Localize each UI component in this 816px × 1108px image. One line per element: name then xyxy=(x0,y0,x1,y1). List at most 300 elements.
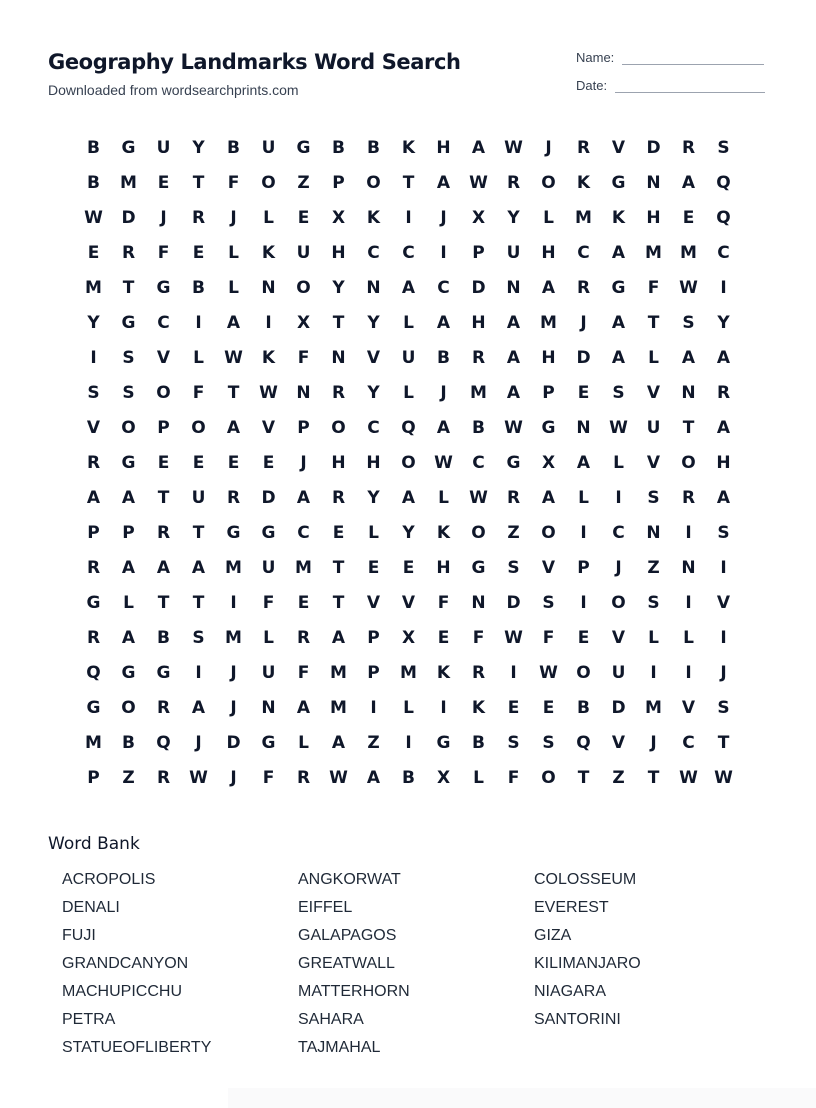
grid-cell: J xyxy=(580,312,587,333)
grid-cell: L xyxy=(228,277,239,298)
grid-cell: G xyxy=(296,137,311,158)
grid-cell: O xyxy=(156,382,171,403)
grid-cell: D xyxy=(471,277,486,298)
grid-cell: R xyxy=(471,347,486,368)
grid-cell: W xyxy=(504,417,523,438)
grid-cell: H xyxy=(436,557,451,578)
grid-cell: H xyxy=(366,452,381,473)
grid-cell: A xyxy=(611,312,626,333)
grid-cell: Y xyxy=(367,382,380,403)
grid-cell: K xyxy=(401,137,416,158)
grid-cell: I xyxy=(405,732,412,753)
grid-cell: H xyxy=(331,452,346,473)
grid-cell: G xyxy=(436,732,451,753)
grid-cell: G xyxy=(121,662,136,683)
grid-cell: I xyxy=(685,592,692,613)
grid-cell: M xyxy=(330,662,347,683)
grid-cell: H xyxy=(471,312,486,333)
grid-cell: G xyxy=(261,732,276,753)
grid-cell: O xyxy=(611,592,626,613)
grid-cell: L xyxy=(193,347,204,368)
name-label: Name: xyxy=(576,50,615,65)
grid-cell: V xyxy=(646,382,661,403)
grid-cell: V xyxy=(716,592,731,613)
grid-cell: A xyxy=(611,347,626,368)
grid-cell: T xyxy=(122,277,135,298)
word-bank-item: GRANDCANYON xyxy=(62,955,189,972)
grid-cell: M xyxy=(120,172,137,193)
grid-cell: T xyxy=(192,172,205,193)
grid-cell: L xyxy=(403,697,414,718)
grid-cell: L xyxy=(263,627,274,648)
grid-cell: N xyxy=(261,277,276,298)
grid-cell: N xyxy=(506,277,521,298)
grid-cell: A xyxy=(191,557,206,578)
grid-cell: O xyxy=(121,697,136,718)
word-bank-item: KILIMANJARO xyxy=(534,955,641,972)
grid-cell: Y xyxy=(717,312,730,333)
grid-cell: H xyxy=(646,207,661,228)
grid-cell: M xyxy=(330,697,347,718)
word-bank-item: ANGKORWAT xyxy=(298,871,401,888)
grid-cell: P xyxy=(157,417,170,438)
grid-cell: I xyxy=(90,347,97,368)
grid-cell: M xyxy=(645,242,662,263)
grid-cell: R xyxy=(86,627,101,648)
grid-cell: H xyxy=(716,452,731,473)
source-subtitle: Downloaded from wordsearchprints.com xyxy=(48,82,299,98)
grid-cell: P xyxy=(87,767,100,788)
name-field xyxy=(576,50,764,65)
grid-cell: A xyxy=(506,382,521,403)
grid-cell: E xyxy=(262,452,275,473)
grid-cell: H xyxy=(436,137,451,158)
grid-cell: W xyxy=(504,137,523,158)
grid-cell: O xyxy=(401,452,416,473)
grid-cell: F xyxy=(507,767,520,788)
grid-cell: N xyxy=(366,277,381,298)
grid-cell: P xyxy=(122,522,135,543)
grid-cell: S xyxy=(542,732,555,753)
grid-cell: E xyxy=(577,382,590,403)
grid-cell: J xyxy=(545,137,552,158)
grid-cell: O xyxy=(261,172,276,193)
grid-cell: D xyxy=(226,732,241,753)
grid-cell: P xyxy=(332,172,345,193)
word-bank-item: GREATWALL xyxy=(298,955,395,972)
grid-cell: W xyxy=(539,662,558,683)
grid-cell: S xyxy=(647,487,660,508)
grid-cell: A xyxy=(436,172,451,193)
grid-cell: V xyxy=(681,697,696,718)
grid-cell: I xyxy=(650,662,657,683)
grid-cell: A xyxy=(226,312,241,333)
grid-cell: M xyxy=(540,312,557,333)
grid-cell: W xyxy=(224,347,243,368)
grid-cell: R xyxy=(191,207,206,228)
grid-cell: Y xyxy=(367,487,380,508)
grid-cell: C xyxy=(612,522,625,543)
grid-cell: V xyxy=(401,592,416,613)
grid-cell: S xyxy=(682,312,695,333)
grid-cell: K xyxy=(261,242,276,263)
grid-cell: P xyxy=(87,522,100,543)
grid-cell: B xyxy=(227,137,240,158)
grid-cell: N xyxy=(681,382,696,403)
grid-cell: R xyxy=(681,487,696,508)
grid-cell: B xyxy=(402,767,415,788)
grid-cell: W xyxy=(609,417,628,438)
grid-cell: G xyxy=(506,452,521,473)
grid-cell: Q xyxy=(716,207,731,228)
grid-cell: R xyxy=(296,767,311,788)
grid-cell: R xyxy=(86,452,101,473)
grid-cell: E xyxy=(542,697,555,718)
grid-cell: C xyxy=(367,417,380,438)
grid-cell: R xyxy=(471,662,486,683)
grid-cell: O xyxy=(191,417,206,438)
grid-cell: I xyxy=(685,522,692,543)
grid-cell: T xyxy=(157,487,170,508)
grid-cell: J xyxy=(440,382,447,403)
grid-cell: F xyxy=(542,627,555,648)
grid-cell: Q xyxy=(86,662,101,683)
grid-cell: G xyxy=(121,137,136,158)
grid-cell: W xyxy=(469,487,488,508)
word-bank-item: PETRA xyxy=(62,1011,116,1028)
grid-cell: A xyxy=(716,347,731,368)
grid-cell: S xyxy=(507,557,520,578)
grid-cell: M xyxy=(645,697,662,718)
word-bank-item: EIFFEL xyxy=(298,899,353,916)
grid-cell: L xyxy=(613,452,624,473)
grid-cell: A xyxy=(716,487,731,508)
grid-cell: U xyxy=(296,242,311,263)
word-bank-item: DENALI xyxy=(62,899,120,916)
grid-cell: L xyxy=(473,767,484,788)
grid-cell: C xyxy=(437,277,450,298)
grid-cell: T xyxy=(332,312,345,333)
grid-cell: U xyxy=(646,417,661,438)
grid-cell: E xyxy=(227,452,240,473)
grid-cell: O xyxy=(121,417,136,438)
grid-cell: V xyxy=(611,627,626,648)
grid-cell: K xyxy=(471,697,486,718)
grid-cell: G xyxy=(611,277,626,298)
grid-cell: J xyxy=(230,767,237,788)
grid-cell: W xyxy=(434,452,453,473)
grid-cell: G xyxy=(226,522,241,543)
grid-cell: I xyxy=(195,312,202,333)
grid-cell: C xyxy=(717,242,730,263)
grid-cell: T xyxy=(332,557,345,578)
grid-cell: I xyxy=(580,522,587,543)
grid-cell: S xyxy=(87,382,100,403)
grid-cell: T xyxy=(647,312,660,333)
grid-cell: R xyxy=(156,767,171,788)
grid-cell: J xyxy=(160,207,167,228)
grid-cell: V xyxy=(86,417,101,438)
grid-cell: V xyxy=(261,417,276,438)
grid-cell: I xyxy=(685,662,692,683)
grid-cell: O xyxy=(681,452,696,473)
grid-cell: O xyxy=(331,417,346,438)
grid-cell: E xyxy=(157,172,170,193)
grid-cell: B xyxy=(157,627,170,648)
grid-cell: R xyxy=(121,242,136,263)
grid-cell: B xyxy=(472,732,485,753)
grid-cell: E xyxy=(682,207,695,228)
grid-cell: X xyxy=(436,767,451,788)
grid-cell: A xyxy=(506,347,521,368)
grid-cell: I xyxy=(265,312,272,333)
page-title: Geography Landmarks Word Search xyxy=(48,50,461,74)
grid-cell: M xyxy=(470,382,487,403)
grid-cell: N xyxy=(261,697,276,718)
grid-cell: R xyxy=(226,487,241,508)
grid-cell: F xyxy=(297,347,310,368)
grid-cell: A xyxy=(471,137,486,158)
word-bank-item: SAHARA xyxy=(298,1011,364,1028)
grid-cell: R xyxy=(576,137,591,158)
grid-cell: M xyxy=(85,277,102,298)
grid-cell: Y xyxy=(87,312,100,333)
grid-cell: G xyxy=(121,452,136,473)
grid-cell: L xyxy=(298,732,309,753)
grid-cell: J xyxy=(230,662,237,683)
grid-cell: C xyxy=(367,242,380,263)
grid-cell: J xyxy=(650,732,657,753)
grid-cell: R xyxy=(156,522,171,543)
grid-cell: A xyxy=(121,557,136,578)
grid-cell: R xyxy=(331,382,346,403)
grid-cell: B xyxy=(87,172,100,193)
date-line xyxy=(615,80,765,93)
grid-cell: G xyxy=(156,277,171,298)
grid-cell: J xyxy=(440,207,447,228)
grid-cell: P xyxy=(542,382,555,403)
grid-cell: J xyxy=(230,697,237,718)
grid-cell: B xyxy=(472,417,485,438)
grid-cell: U xyxy=(506,242,521,263)
grid-cell: V xyxy=(541,557,556,578)
grid-cell: V xyxy=(646,452,661,473)
grid-cell: B xyxy=(437,347,450,368)
grid-cell: S xyxy=(717,522,730,543)
grid-cell: S xyxy=(542,592,555,613)
grid-cell: T xyxy=(402,172,415,193)
word-bank-item: MATTERHORN xyxy=(298,983,410,1000)
grid-cell: M xyxy=(225,627,242,648)
grid-cell: B xyxy=(577,697,590,718)
grid-cell: E xyxy=(332,522,345,543)
grid-cell: U xyxy=(261,137,276,158)
grid-cell: A xyxy=(191,697,206,718)
grid-cell: E xyxy=(367,557,380,578)
grid-cell: B xyxy=(87,137,100,158)
grid-cell: G xyxy=(156,662,171,683)
grid-cell: Q xyxy=(156,732,171,753)
grid-cell: D xyxy=(611,697,626,718)
grid-cell: L xyxy=(543,207,554,228)
grid-cell: E xyxy=(297,592,310,613)
grid-cell: T xyxy=(682,417,695,438)
grid-cell: G xyxy=(471,557,486,578)
grid-cell: K xyxy=(261,347,276,368)
grid-cell: B xyxy=(192,277,205,298)
grid-cell: A xyxy=(331,627,346,648)
grid-cell: K xyxy=(611,207,626,228)
grid-cell: X xyxy=(401,627,416,648)
grid-cell: C xyxy=(577,242,590,263)
grid-cell: O xyxy=(541,767,556,788)
letter-grid xyxy=(76,130,741,795)
grid-cell: A xyxy=(541,277,556,298)
grid-cell: J xyxy=(230,207,237,228)
word-bank-item: EVEREST xyxy=(534,899,609,916)
grid-cell: L xyxy=(263,207,274,228)
grid-cell: L xyxy=(648,627,659,648)
grid-cell: L xyxy=(648,347,659,368)
grid-cell: S xyxy=(612,382,625,403)
grid-cell: R xyxy=(576,277,591,298)
grid-cell: U xyxy=(191,487,206,508)
grid-cell: X xyxy=(541,452,556,473)
grid-cell: I xyxy=(230,592,237,613)
grid-cell: F xyxy=(647,277,660,298)
grid-cell: O xyxy=(541,172,556,193)
grid-cell: Q xyxy=(401,417,416,438)
grid-cell: A xyxy=(436,312,451,333)
grid-cell: A xyxy=(611,242,626,263)
grid-cell: T xyxy=(647,767,660,788)
grid-cell: I xyxy=(510,662,517,683)
word-bank-item: COLOSSEUM xyxy=(534,871,637,888)
grid-cell: N xyxy=(646,172,661,193)
grid-cell: W xyxy=(714,767,733,788)
grid-cell: P xyxy=(577,557,590,578)
grid-cell: U xyxy=(261,557,276,578)
grid-cell: S xyxy=(717,137,730,158)
word-bank-item: MACHUPICCHU xyxy=(62,983,182,1000)
grid-cell: A xyxy=(331,732,346,753)
word-bank-item: SANTORINI xyxy=(534,1011,621,1028)
grid-cell: N xyxy=(646,522,661,543)
grid-cell: Z xyxy=(367,732,380,753)
grid-cell: B xyxy=(122,732,135,753)
grid-cell: T xyxy=(577,767,590,788)
grid-cell: Y xyxy=(507,207,520,228)
grid-cell: Z xyxy=(612,767,625,788)
grid-cell: F xyxy=(297,662,310,683)
grid-cell: P xyxy=(297,417,310,438)
grid-cell: A xyxy=(716,417,731,438)
grid-cell: M xyxy=(295,557,312,578)
grid-cell: O xyxy=(296,277,311,298)
grid-cell: L xyxy=(368,522,379,543)
grid-cell: F xyxy=(437,592,450,613)
grid-cell: H xyxy=(541,242,556,263)
grid-cell: B xyxy=(367,137,380,158)
grid-cell: A xyxy=(121,487,136,508)
grid-cell: A xyxy=(156,557,171,578)
grid-cell: G xyxy=(541,417,556,438)
grid-cell: H xyxy=(331,242,346,263)
grid-cell: Y xyxy=(402,522,415,543)
grid-cell: Y xyxy=(367,312,380,333)
grid-cell: R xyxy=(506,487,521,508)
grid-cell: W xyxy=(469,172,488,193)
grid-cell: P xyxy=(472,242,485,263)
grid-cell: A xyxy=(576,452,591,473)
grid-cell: L xyxy=(403,382,414,403)
grid-cell: N xyxy=(576,417,591,438)
grid-cell: Z xyxy=(297,172,310,193)
grid-cell: R xyxy=(86,557,101,578)
grid-cell: R xyxy=(296,627,311,648)
grid-cell: N xyxy=(471,592,486,613)
grid-cell: G xyxy=(611,172,626,193)
grid-cell: F xyxy=(192,382,205,403)
grid-cell: L xyxy=(123,592,134,613)
grid-cell: S xyxy=(507,732,520,753)
grid-cell: V xyxy=(366,347,381,368)
grid-cell: I xyxy=(440,697,447,718)
grid-cell: K xyxy=(436,662,451,683)
grid-cell: T xyxy=(332,592,345,613)
grid-cell: E xyxy=(507,697,520,718)
grid-cell: C xyxy=(472,452,485,473)
grid-cell: R xyxy=(156,697,171,718)
grid-cell: P xyxy=(367,662,380,683)
grid-cell: E xyxy=(87,242,100,263)
grid-cell: W xyxy=(504,627,523,648)
grid-cell: X xyxy=(471,207,486,228)
grid-cell: J xyxy=(720,662,727,683)
grid-cell: Q xyxy=(576,732,591,753)
grid-cell: I xyxy=(405,207,412,228)
grid-cell: L xyxy=(403,312,414,333)
grid-cell: V xyxy=(366,592,381,613)
grid-cell: P xyxy=(367,627,380,648)
grid-cell: V xyxy=(611,137,626,158)
word-bank-item: TAJMAHAL xyxy=(298,1039,381,1056)
grid-cell: E xyxy=(437,627,450,648)
grid-cell: A xyxy=(296,697,311,718)
word-bank-title: Word Bank xyxy=(48,834,140,854)
grid-cell: N xyxy=(296,382,311,403)
word-bank-item: FUJI xyxy=(62,927,96,944)
grid-cell: I xyxy=(720,627,727,648)
grid-cell: W xyxy=(189,767,208,788)
grid-cell: D xyxy=(576,347,591,368)
word-bank-item: NIAGARA xyxy=(534,983,607,1000)
grid-cell: M xyxy=(400,662,417,683)
grid-cell: C xyxy=(157,312,170,333)
grid-cell: F xyxy=(157,242,170,263)
grid-cell: T xyxy=(717,732,730,753)
grid-cell: N xyxy=(681,557,696,578)
grid-cell: S xyxy=(122,382,135,403)
grid-cell: F xyxy=(227,172,240,193)
word-bank-item: ACROPOLIS xyxy=(62,871,156,888)
grid-cell: T xyxy=(192,592,205,613)
grid-cell: J xyxy=(300,452,307,473)
date-field xyxy=(576,78,765,93)
grid-cell: A xyxy=(506,312,521,333)
grid-cell: R xyxy=(716,382,731,403)
grid-cell: S xyxy=(192,627,205,648)
